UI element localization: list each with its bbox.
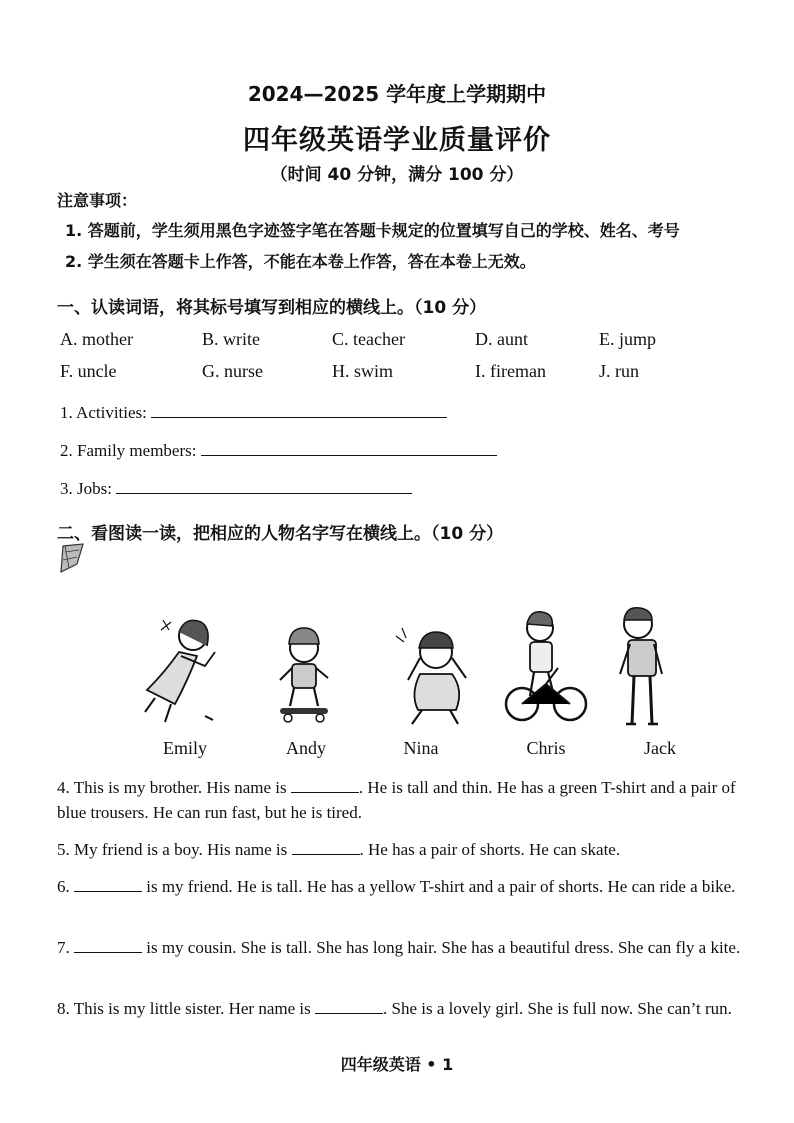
option-i: I. fireman <box>475 361 546 381</box>
question-6-post: is my friend. He is tall. He has a yellow T-shirt and a pair of shorts. He can ride a bike. <box>142 877 736 896</box>
fill-activities-label: 1. Activities: <box>60 403 147 422</box>
fill-family <box>60 439 497 461</box>
option-g: G. nurse <box>202 361 263 381</box>
question-4-post: . He is tall and thin. He has a green T-shirt and a pair of blue trousers. He can run fast, but he is tired. <box>57 778 736 822</box>
exam-title: 四年级英语学业质量评价 <box>243 125 551 156</box>
emily-illustration-icon <box>135 612 225 732</box>
question-8-pre: 8. This is my little sister. Her name is <box>57 999 315 1018</box>
notes-heading: 注意事项： <box>57 191 138 210</box>
option-d: D. aunt <box>475 329 528 349</box>
answer-blank-4[interactable] <box>291 778 359 793</box>
fill-jobs-label: 3. Jobs: <box>60 479 112 498</box>
answer-line-jobs[interactable] <box>116 477 412 494</box>
jack-illustration-icon <box>608 600 678 730</box>
name-emily: Emily <box>163 738 207 758</box>
name-jack: Jack <box>644 738 676 758</box>
fill-jobs <box>60 477 412 499</box>
option-j: J. run <box>599 361 639 381</box>
option-b: B. write <box>202 329 260 349</box>
question-4-pre: 4. This is my brother. His name is <box>57 778 291 797</box>
option-h: H. swim <box>332 361 394 381</box>
option-f: F. uncle <box>60 361 117 381</box>
note-item-2: 2. 学生须在答题卡上作答，不能在本卷上作答，答在本卷上无效。 <box>65 252 536 271</box>
question-6 <box>57 874 745 899</box>
answer-line-family[interactable] <box>201 439 497 456</box>
section2-heading: 二、看图读一读，把相应的人物名字写在横线上。（10 分） <box>57 524 504 544</box>
name-andy: Andy <box>286 738 326 758</box>
name-nina: Nina <box>403 738 439 758</box>
question-5-pre: 5. My friend is a boy. His name is <box>57 840 292 859</box>
option-a: A. mother <box>60 329 133 349</box>
answer-blank-8[interactable] <box>315 999 383 1014</box>
answer-blank-6[interactable] <box>74 877 142 892</box>
answer-line-activities[interactable] <box>151 401 447 418</box>
option-c: C. teacher <box>332 329 405 349</box>
question-5-post: . He has a pair of shorts. He can skate. <box>359 840 621 859</box>
question-4 <box>57 775 745 825</box>
exam-term-line: 2024—2025 学年度上学期期中 <box>247 82 547 106</box>
question-5 <box>57 837 745 862</box>
page-footer: 四年级英语 • 1 <box>340 1055 454 1074</box>
question-8-post: . She is a lovely girl. She is full now. She can’t run. <box>382 999 732 1018</box>
question-7-pre: 7. <box>57 938 74 957</box>
note-item-1: 1. 答题前，学生须用黑色字迹签字笔在答题卡规定的位置填写自己的学校、姓名、考号 <box>65 221 680 240</box>
question-7 <box>57 935 745 960</box>
question-7-post: is my cousin. She is tall. She has long hair. She has a beautiful dress. She can fly a kite. <box>142 938 741 957</box>
andy-illustration-icon <box>272 622 336 728</box>
name-chris: Chris <box>526 738 566 758</box>
question-6-pre: 6. <box>57 877 74 896</box>
section1-heading: 一、认读词语，将其标号填写到相应的横线上。（10 分） <box>57 298 487 318</box>
exam-subtitle: （时间 40 分钟，满分 100 分） <box>270 165 524 185</box>
option-e: E. jump <box>599 329 656 349</box>
nina-illustration-icon <box>392 624 482 730</box>
answer-blank-7[interactable] <box>74 938 142 953</box>
chris-illustration-icon <box>502 606 590 730</box>
kite-doodle-icon <box>57 542 89 580</box>
answer-blank-5[interactable] <box>292 840 360 855</box>
fill-activities <box>60 401 447 423</box>
question-8 <box>57 996 745 1021</box>
fill-family-label: 2. Family members: <box>60 441 197 460</box>
